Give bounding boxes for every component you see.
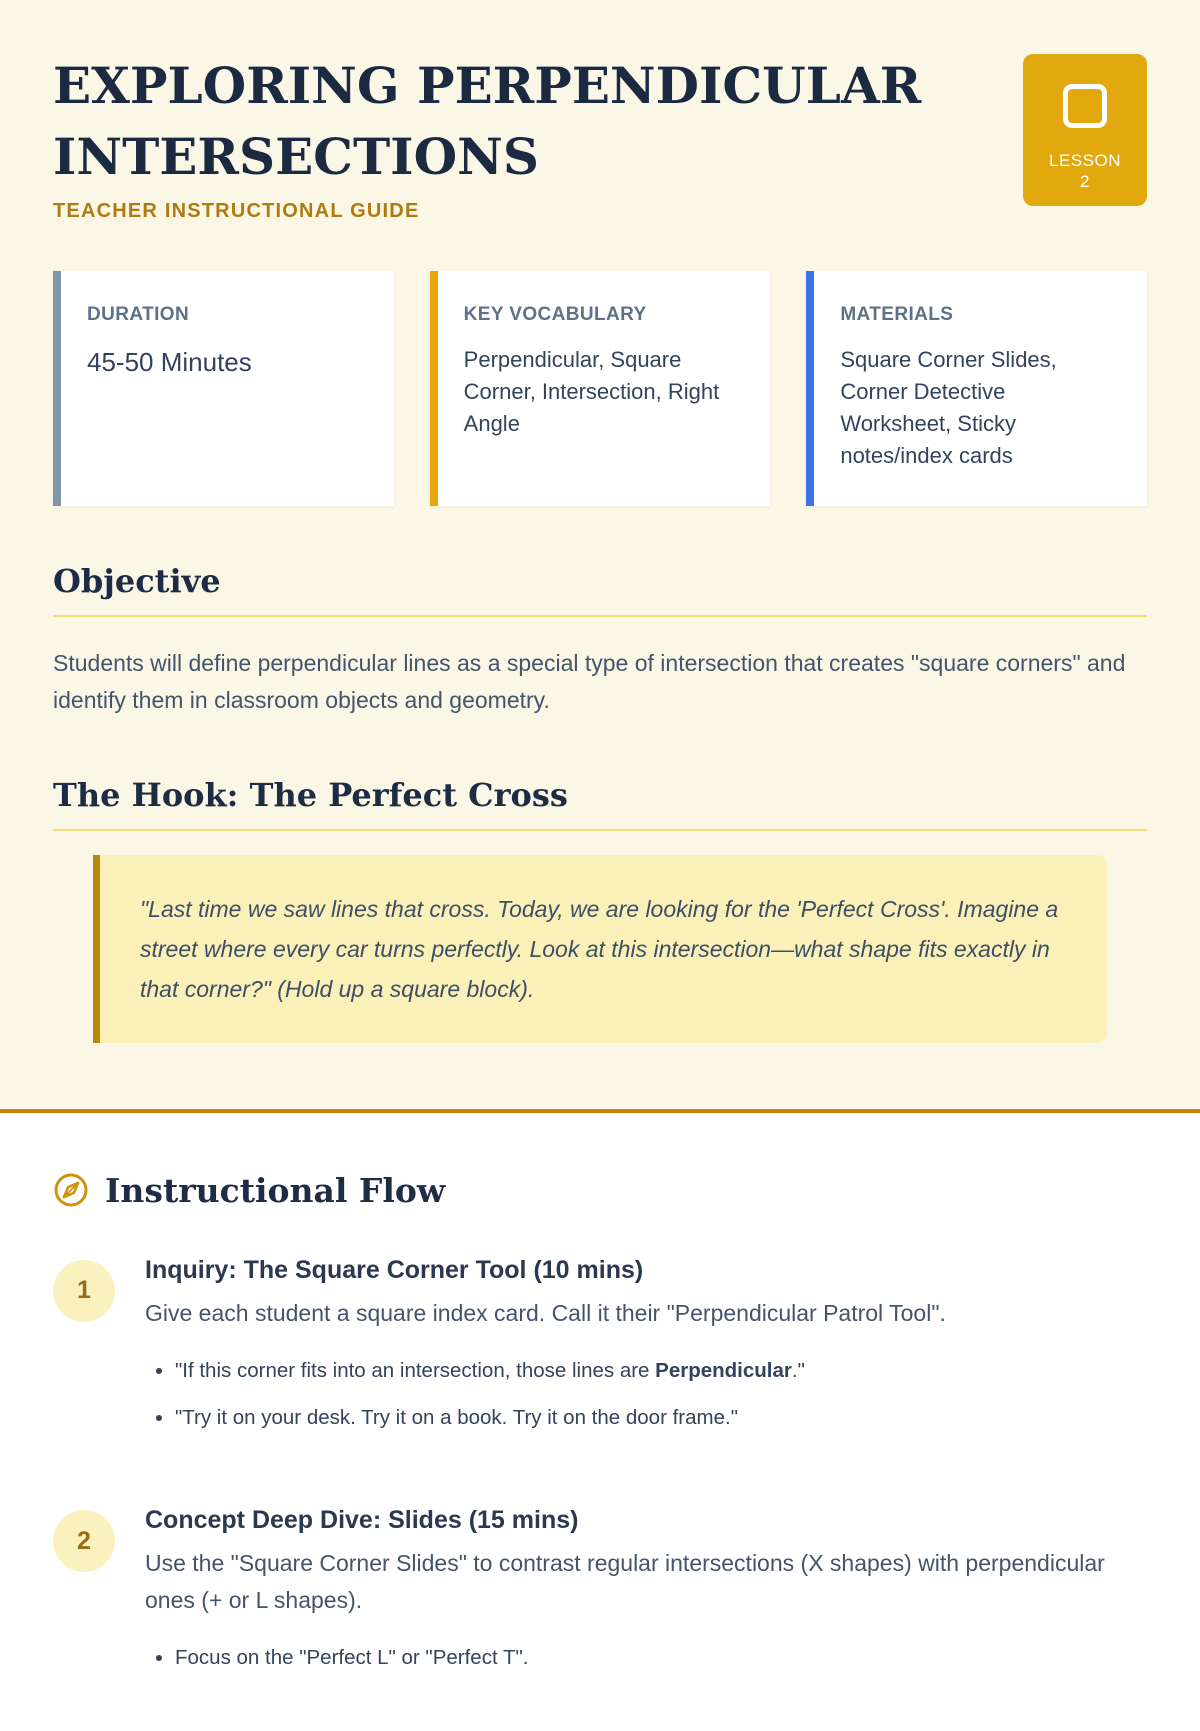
info-cards-row xyxy=(53,271,1147,506)
card-value: Perpendicular, Square Corner, Intersection, Right Angle xyxy=(463,347,720,437)
info-card-key-vocabulary xyxy=(430,271,771,506)
page-subtitle: TEACHER INSTRUCTIONAL GUIDE xyxy=(53,200,420,222)
bullet-item: • Focus on the "Perfect L" or "Perfect T". xyxy=(175,1644,1147,1673)
step-description: Give each student a square index card. Call it their "Perpendicular Patrol Tool". xyxy=(145,1299,946,1326)
bullet-item: • "If this corner fits into an intersection, those lines are Perpendicular." xyxy=(175,1357,1147,1386)
bullet-item: • "Try it on your desk. Try it on a book. Try it on the door frame." xyxy=(175,1404,1147,1433)
card-heading: KEY VOCABULARY xyxy=(463,304,647,325)
step-content xyxy=(145,1506,1147,1690)
card-heading: MATERIALS xyxy=(840,304,954,325)
step-bullets xyxy=(145,1644,1147,1673)
info-card-duration xyxy=(53,271,394,506)
card-value: Square Corner Slides, Corner Detective Worksheet, Sticky notes/index cards xyxy=(840,347,1057,469)
lesson-badge xyxy=(1023,54,1147,206)
hook-quote-block xyxy=(93,855,1107,1043)
step-title: Concept Deep Dive: Slides (15 mins) xyxy=(145,1506,579,1535)
hook-heading: The Hook: The Perfect Cross xyxy=(53,776,1147,831)
lesson-badge-number: 2 xyxy=(1080,172,1090,192)
instructional-flow-section xyxy=(0,1113,1200,1731)
square-outline-icon xyxy=(1063,84,1107,128)
lesson-badge-label: LESSON xyxy=(1049,151,1121,170)
card-heading: DURATION xyxy=(87,304,190,325)
hook-quote-text: "Last time we saw lines that cross. Today, we are looking for the 'Perfect Cross'. Imagine a street where every car turns perfectly. Look at this intersection—what shape fits exactly in that corner?" (Hold up a square block). xyxy=(140,895,1059,1002)
info-card-materials xyxy=(806,271,1147,506)
card-value: 45-50 Minutes xyxy=(87,347,252,377)
step-bullets xyxy=(145,1357,1147,1432)
step-content xyxy=(145,1256,1147,1451)
step-number-badge: 1 xyxy=(53,1260,115,1322)
flow-heading-text: Instructional Flow xyxy=(105,1170,446,1210)
objective-body: Students will define perpendicular lines as a special type of intersection that creates "square corners" and identify them in classroom objects and geometry. xyxy=(53,650,1126,714)
compass-icon xyxy=(53,1172,89,1208)
flow-step-2 xyxy=(53,1506,1147,1690)
step-description: Use the "Square Corner Slides" to contrast regular intersections (X shapes) with perpendicular ones (+ or L shapes). xyxy=(145,1550,1105,1613)
step-number-badge: 2 xyxy=(53,1510,115,1572)
hook-section xyxy=(53,776,1147,1043)
objective-section xyxy=(53,562,1147,720)
objective-heading: Objective xyxy=(53,562,1147,617)
page-title: EXPLORING PERPENDICULAR INTERSECTIONS xyxy=(53,56,922,186)
step-title: Inquiry: The Square Corner Tool (10 mins) xyxy=(145,1255,644,1284)
flow-heading xyxy=(53,1171,1147,1210)
flow-step-1 xyxy=(53,1256,1147,1451)
